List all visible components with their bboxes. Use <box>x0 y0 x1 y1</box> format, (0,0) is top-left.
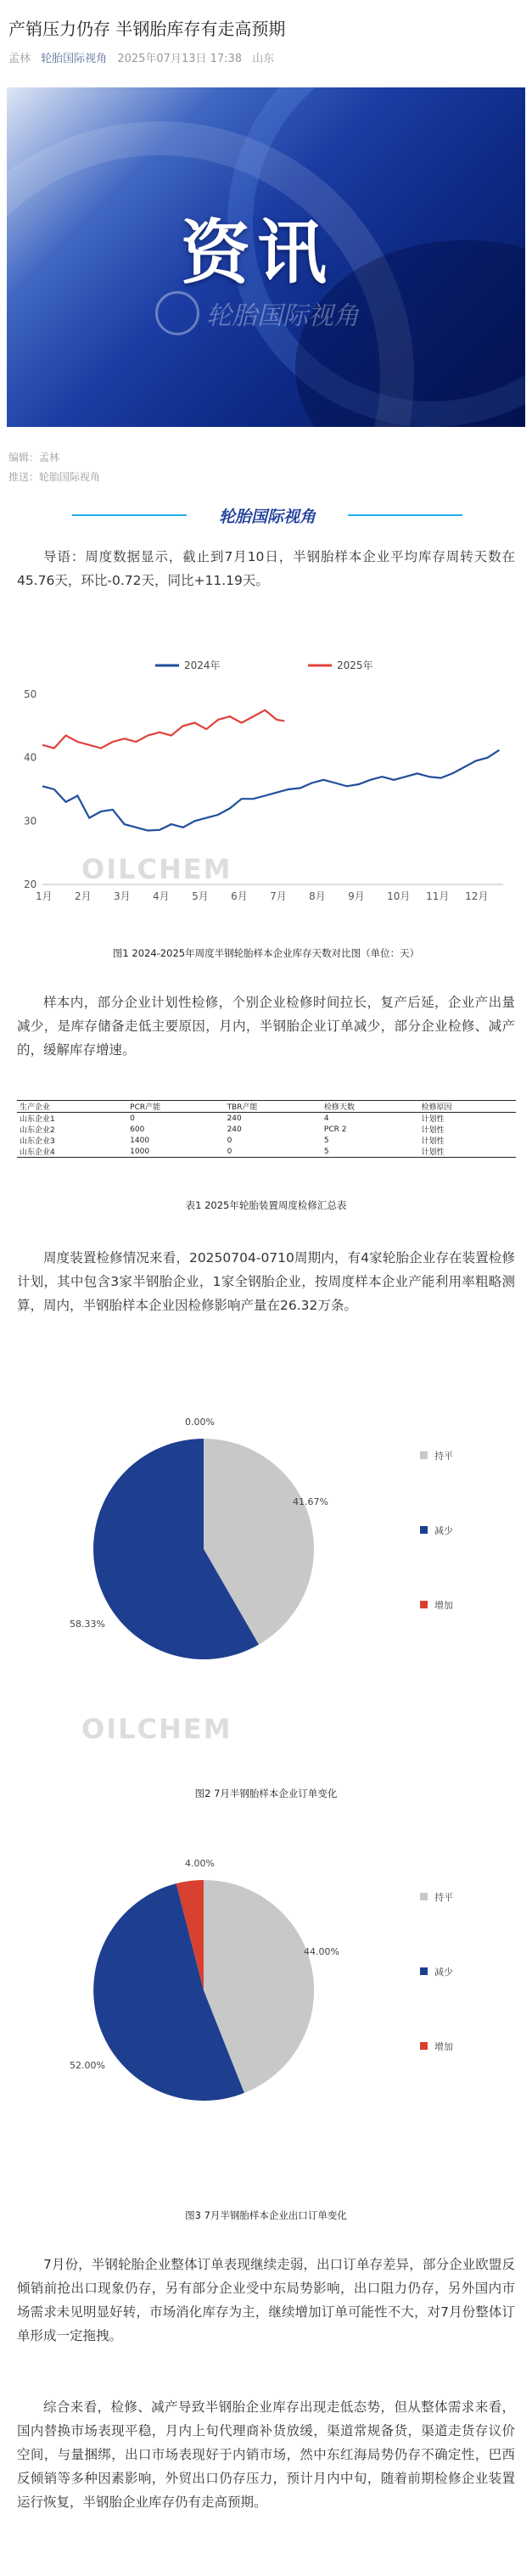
x-tick-label: 11月 <box>426 890 450 902</box>
table-row <box>17 1135 516 1146</box>
table-cell: 计划性 <box>418 1146 516 1158</box>
author-name: 孟林 <box>8 53 31 65</box>
legend-label: 2024年 <box>184 659 221 671</box>
legend-label: 减少 <box>434 1525 453 1536</box>
table-header-cell: PCR产能 <box>127 1101 224 1113</box>
y-tick-label: 50 <box>24 688 37 700</box>
maintenance-table <box>17 1100 516 1158</box>
x-tick-label: 5月 <box>192 890 209 902</box>
table-cell: 5 <box>323 1136 329 1145</box>
banner-logo-text: 轮胎国际视角 <box>206 301 359 331</box>
legend-label: 减少 <box>434 1967 453 1978</box>
account-link[interactable]: 轮胎国际视角 <box>41 53 108 65</box>
x-tick-label: 1月 <box>36 890 53 902</box>
x-tick-label: 8月 <box>309 890 326 902</box>
x-tick-label: 9月 <box>348 890 365 902</box>
paragraph-sample: 样本内，部分企业计划性检修，个别企业检修时间拉长，复产后延，企业产出量减少，是库存储备走低主要原因，月内，半钢胎企业订单减少，部分企业检修、减产的，缓解库存增速。 <box>17 995 515 1058</box>
table-cell: 0 <box>130 1114 135 1123</box>
pie-watermark: OILCHEM <box>81 1713 232 1745</box>
logo-emblem-icon <box>155 291 199 335</box>
table-cell: 计划性 <box>421 1126 445 1135</box>
table-cell: 600 <box>130 1125 145 1134</box>
publish-location: 山东 <box>252 53 275 65</box>
figure1-caption: 图1 2024-2025年周度半钢轮胎样本企业库存天数对比图（单位：天） <box>112 947 420 959</box>
divider-logo: 轮胎国际视角 <box>218 508 316 526</box>
x-tick-label: 12月 <box>465 890 489 902</box>
table-cell: 计划性 <box>421 1115 445 1124</box>
pie-data-label: 52.00% <box>70 2060 105 2071</box>
figure2-caption: 图2 7月半钢胎样本企业订单变化 <box>194 1787 338 1799</box>
paragraph-summary: 综合来看，检修、减产导致半钢胎企业库存出现走低态势，但从整体需求来看，国内替换市场表现平稳，月内上旬代理商补货放缓，渠道常规备货，渠道走货存议价空间，与量捆绑，出口市场表现好于内销市场，然中东红海局势仍存不确定性，巴西反倾销等多种因素影响，外贸出口仍存压力，预计月内中旬，随着前期检修企业装置运行恢复，半钢胎企业库存仍有走高预期。 <box>17 2399 515 2510</box>
table-cell: 计划性 <box>421 1137 445 1146</box>
legend-label: 增加 <box>434 2041 453 2052</box>
table-cell: 5 <box>322 1146 419 1158</box>
y-tick-label: 40 <box>24 751 37 764</box>
pie-data-label: 41.67% <box>293 1496 328 1507</box>
pie-data-label: 4.00% <box>185 1858 215 1869</box>
chart-legend <box>155 659 373 671</box>
series-line <box>42 710 284 749</box>
legend-swatch <box>420 1526 428 1534</box>
pie-data-label: 58.33% <box>70 1619 105 1630</box>
table-cell: PCR 2 <box>323 1125 347 1134</box>
x-tick-label: 4月 <box>153 890 170 902</box>
legend-swatch <box>420 1451 428 1459</box>
table-row <box>17 1124 516 1135</box>
paragraph-orders: 7月份，半钢轮胎企业整体订单表现继续走弱，出口订单存差异，部分企业欧盟反倾销前抢出口现象仍存，另有部分企业受中东局势影响，出口阻力仍存，另外国内市场需求未见明显好转，市场消化库存为主，继续增加订单可能性不大，对7月份整体订单形成一定拖拽。 <box>17 2257 515 2343</box>
legend-swatch <box>420 1601 428 1608</box>
chart-watermark: OILCHEM <box>81 853 232 885</box>
legend-swatch <box>420 1893 428 1900</box>
section-divider <box>72 504 462 526</box>
legend-swatch <box>420 2042 428 2050</box>
x-tick-label: 3月 <box>114 890 131 902</box>
series-line <box>42 750 499 831</box>
legend-label: 增加 <box>434 1600 453 1611</box>
cover-banner <box>7 87 525 427</box>
table-cell: 0 <box>227 1136 232 1145</box>
legend-label: 2025年 <box>337 659 373 671</box>
table-cell: 山东企业2 <box>20 1126 55 1135</box>
table-header-cell: 检修天数 <box>322 1101 419 1113</box>
table-cell: 240 <box>227 1125 242 1134</box>
publish-datetime: 2025年07月13日 17:38 <box>117 53 243 65</box>
legend-swatch <box>420 1967 428 1975</box>
source-credit: 推送：轮胎国际视角 <box>8 471 101 483</box>
table-cell: 240 <box>227 1114 242 1123</box>
table-cell: 1000 <box>127 1146 224 1158</box>
banner-headline: 资讯 <box>181 213 334 294</box>
y-tick-label: 20 <box>24 878 37 890</box>
table-cell: 山东企业3 <box>20 1137 55 1146</box>
table-cell: 4 <box>323 1114 329 1123</box>
order-change-pie-chart <box>34 1405 509 1693</box>
x-tick-label: 6月 <box>231 890 248 902</box>
legend-label: 持平 <box>434 1451 453 1462</box>
editor-credit: 编辑：孟林 <box>8 452 60 463</box>
table-row <box>17 1146 516 1158</box>
x-tick-label: 2月 <box>75 890 92 902</box>
figure3-caption: 图3 7月半钢胎样本企业出口订单变化 <box>185 2209 347 2221</box>
x-tick-label: 10月 <box>387 890 411 902</box>
table-header-cell: 检修原因 <box>418 1101 516 1113</box>
table1-caption: 表1 2025年轮胎装置周度检修汇总表 <box>185 1199 347 1211</box>
export-order-pie-chart <box>34 1846 509 2135</box>
article-title: 产销压力仍存 半钢胎库存有走高预期 <box>8 19 286 39</box>
paragraph-intro: 导语：周度数据显示，截止到7月10日，半钢胎样本企业平均库存周转天数在45.76天，环比-0.72天，同比+11.19天。 <box>17 549 515 588</box>
banner-logo <box>155 291 359 335</box>
table-cell: 山东企业1 <box>20 1115 55 1124</box>
table-header-cell: 生产企业 <box>17 1101 127 1113</box>
table-row <box>17 1113 516 1125</box>
table-cell: 0 <box>225 1146 322 1158</box>
x-tick-label: 7月 <box>270 890 287 902</box>
table-cell: 1400 <box>130 1136 150 1145</box>
y-tick-label: 30 <box>24 815 37 828</box>
paragraph-maintenance: 周度装置检修情况来看，20250704-0710周期内，有4家轮胎企业存在装置检修计划，其中包含3家半钢胎企业，1家全钢胎企业，按周度样本企业产能利用率粗略测算，周内，半钢胎样本企业因检修影响产量在26.32万条。 <box>17 1250 515 1313</box>
legend-label: 持平 <box>434 1892 453 1903</box>
table-header-cell: TBR产能 <box>225 1101 322 1113</box>
table-cell: 山东企业4 <box>17 1146 127 1158</box>
article-meta <box>8 49 281 65</box>
pie-data-label: 44.00% <box>304 1946 339 1957</box>
pie-data-label: 0.00% <box>185 1417 215 1428</box>
